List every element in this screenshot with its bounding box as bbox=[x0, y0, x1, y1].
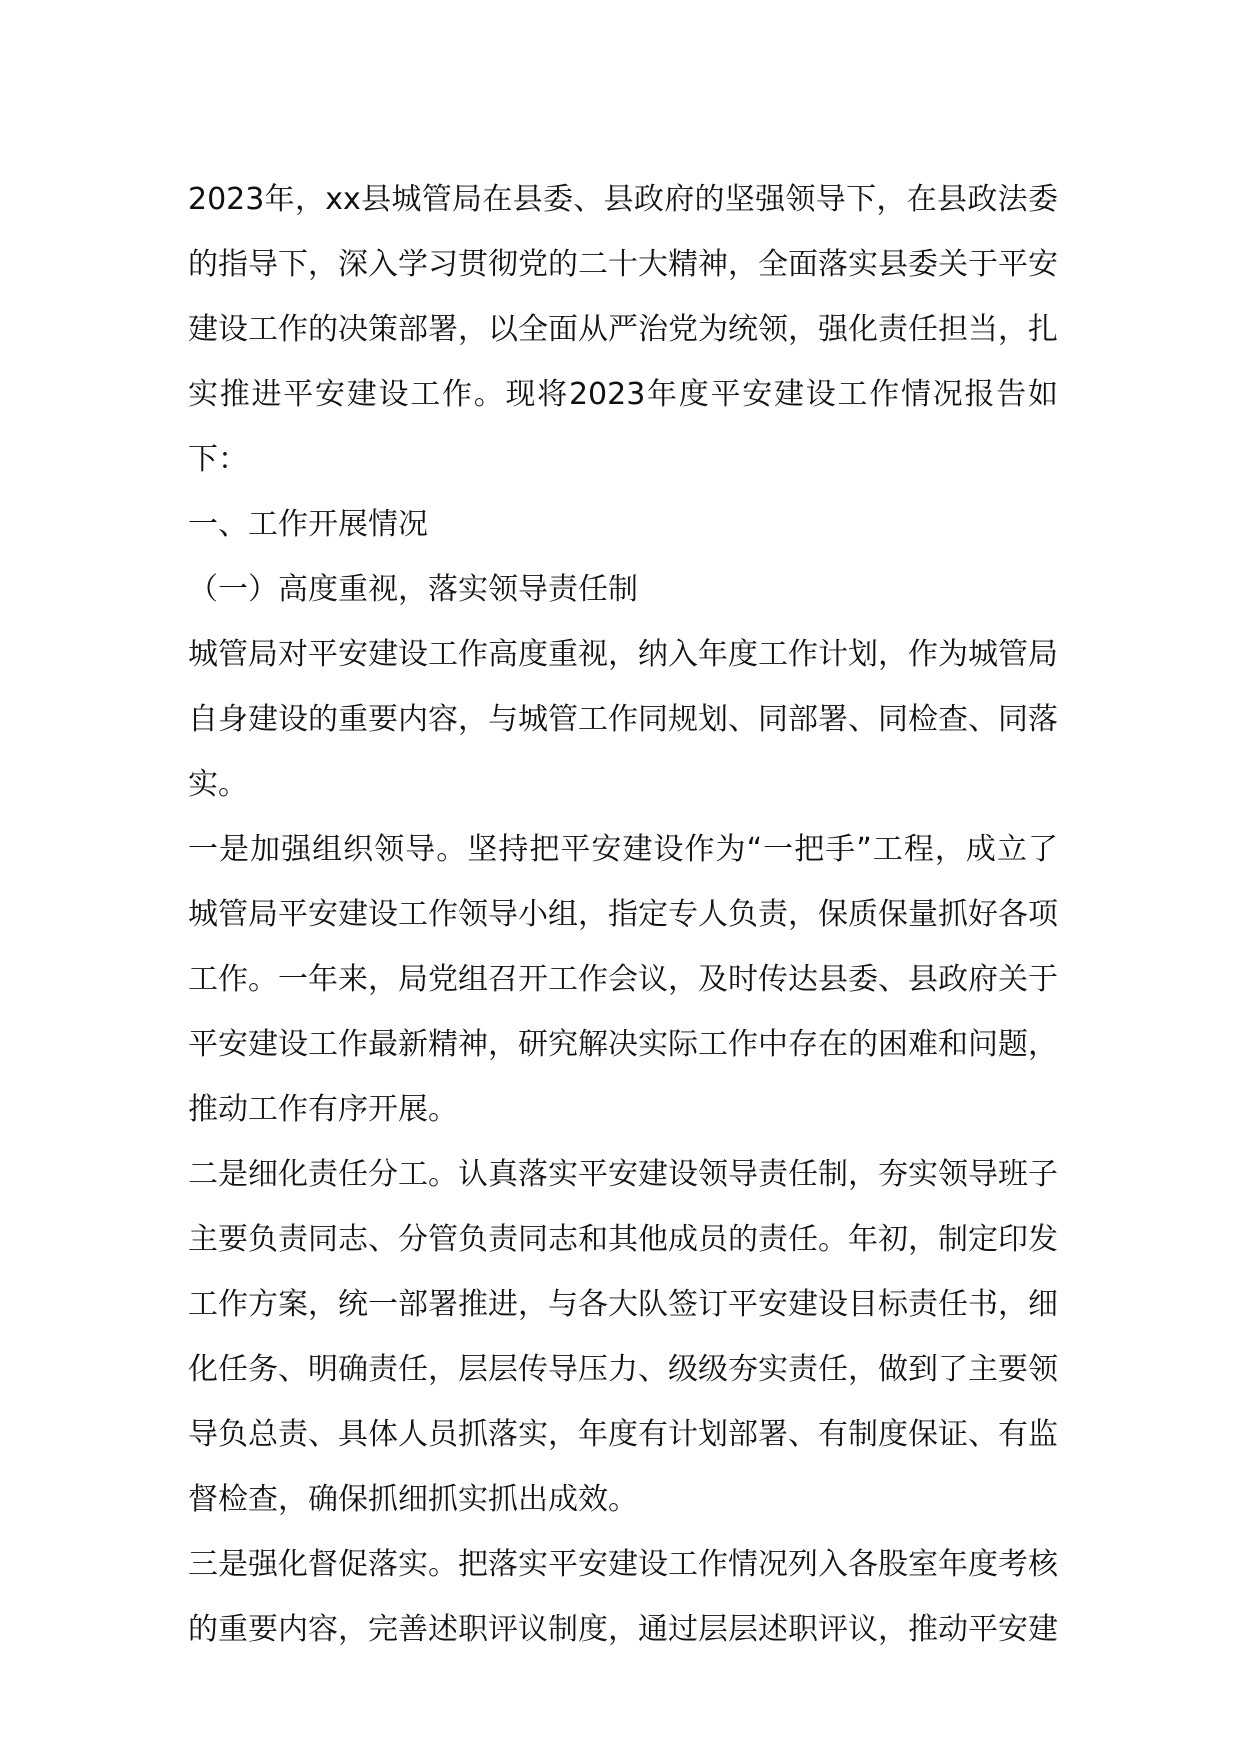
body-paragraph: 一是加强组织领导。坚持把平安建设作为“一把手”工程，成立了城管局平安建设工作领导小组，指定专人负责，保质保量抓好各项工作。一年来，局党组召开工作会议，及时传达县委、县政府关于平安建设工作最新精神，研究解决实际工作中存在的困难和问题，推动工作有序开展。 bbox=[188, 832, 1058, 1127]
intro-paragraph: 2023年，xx县城管局在县委、县政府的坚强领导下，在县政法委的指导下，深入学习贯彻党的二十大精神，全面落实县委关于平安建设工作的决策部署，以全面从严治党为统领，强化责任担当，扎实推进平安建设工作。现将2023年度平安建设工作情况报告如下： bbox=[188, 182, 1058, 477]
body-paragraph: 城管局对平安建设工作高度重视，纳入年度工作计划，作为城管局自身建设的重要内容，与城管工作同规划、同部署、同检查、同落实。 bbox=[188, 637, 1058, 802]
body-paragraph: 二是细化责任分工。认真落实平安建设领导责任制，夯实领导班子主要负责同志、分管负责同志和其他成员的责任。年初，制定印发工作方案，统一部署推进，与各大队签订平安建设目标责任书，细化任务、明确责任，层层传导压力、级级夯实责任，做到了主要领导负总责、具体人员抓落实，年度有计划部署、有制度保证、有监督检查，确保抓细抓实抓出成效。 bbox=[188, 1157, 1058, 1517]
body-paragraph: 三是强化督促落实。把落实平安建设工作情况列入各股室年度考核的重要内容，完善述职评议制度，通过层层述职评议，推动平安建 bbox=[188, 1547, 1058, 1647]
section-heading: 一、工作开展情况 bbox=[188, 507, 428, 542]
document-page bbox=[188, 167, 1058, 1662]
subsection-heading: （一）高度重视，落实领导责任制 bbox=[188, 572, 638, 607]
